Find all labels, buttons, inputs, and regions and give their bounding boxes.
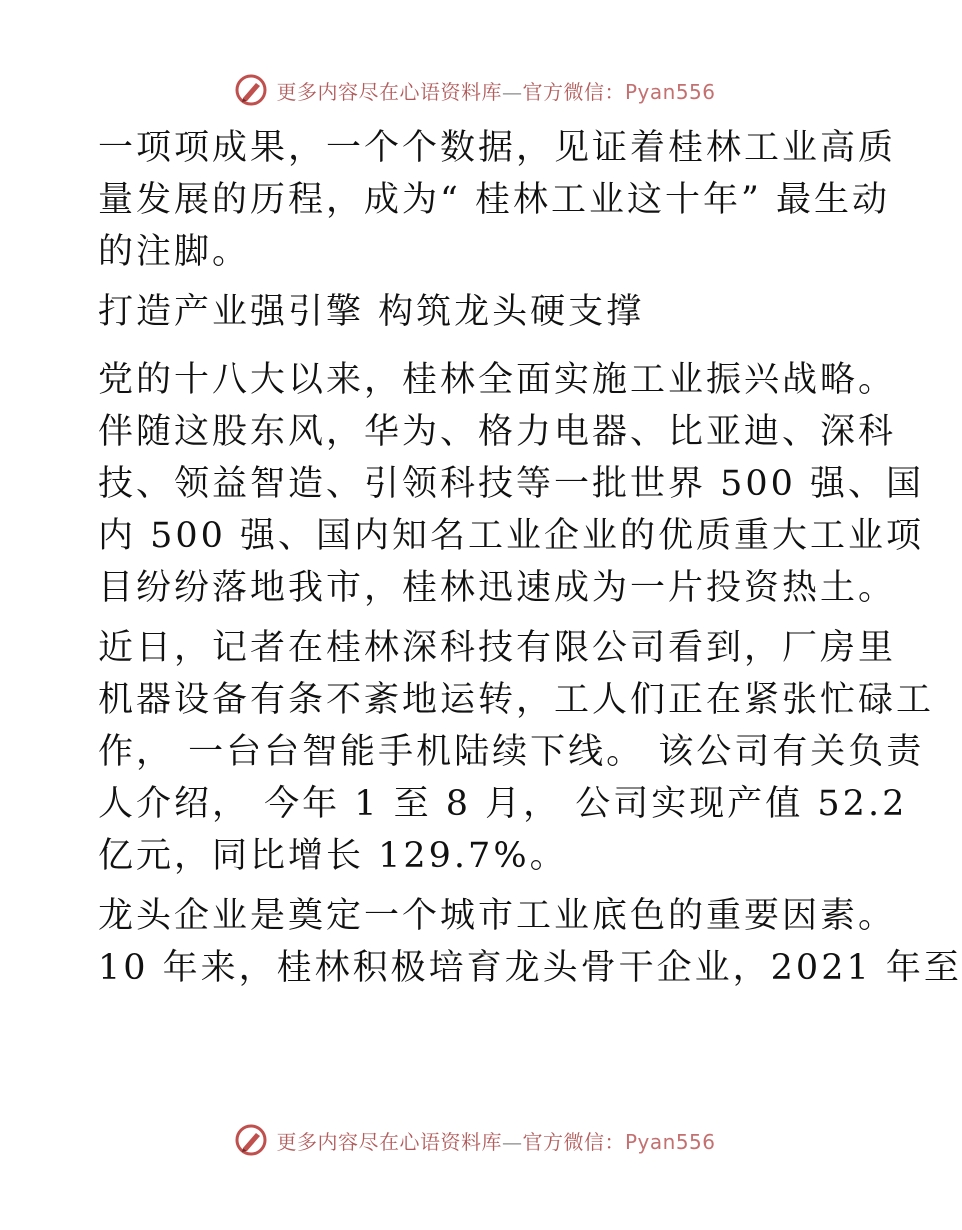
document-body — [98, 122, 962, 1002]
section-heading: 打造产业强引擎 构筑龙头硬支撑 — [98, 292, 645, 332]
footer-watermark-text: 更多内容尽在心语资料库—官方微信：Pyan556 — [276, 1129, 716, 1154]
text-line: 技、领益智造、引领科技等一批世界 500 强、国 — [98, 464, 925, 504]
body-paragraph-3 — [98, 890, 962, 994]
text-line: 党的十八大以来，桂林全面实施工业振兴战略。 — [98, 360, 897, 400]
text-line: 龙头企业是奠定一个城市工业底色的重要因素。 — [98, 896, 897, 936]
wechat-id: Pyan556 — [624, 1129, 716, 1154]
footer-watermark — [0, 1120, 950, 1160]
pen-logo-icon — [234, 73, 268, 107]
header-watermark — [0, 70, 950, 110]
text-line: 量发展的历程，成为“ 桂林工业这十年” 最生动 — [98, 180, 891, 220]
pen-logo-icon — [234, 1123, 268, 1157]
header-watermark-text: 更多内容尽在心语资料库—官方微信：Pyan556 — [276, 79, 716, 104]
wechat-id: Pyan556 — [624, 79, 716, 104]
text-line: 的注脚。 — [98, 232, 251, 272]
text-line: 伴随这股东风，华为、格力电器、比亚迪、深科 — [98, 412, 897, 452]
text-line: 一项项成果，一个个数据，见证着桂林工业高质 — [98, 128, 897, 168]
text-line: 内 500 强、国内知名工业企业的优质重大工业项 — [98, 516, 925, 556]
intro-paragraph — [98, 122, 897, 278]
text-line: 机器设备有条不紊地运转，工人们正在紧张忙碌工 — [98, 680, 935, 720]
text-line: 作， 一台台智能手机陆续下线。 该公司有关负责 — [98, 732, 925, 772]
text-line: 近日，记者在桂林深科技有限公司看到，厂房里 — [98, 628, 897, 668]
text-line: 目纷纷落地我市，桂林迅速成为一片投资热土。 — [98, 568, 897, 608]
body-paragraph-2 — [98, 622, 935, 882]
body-paragraph-1 — [98, 354, 925, 614]
text-line: 亿元，同比增长 129.7%。 — [98, 836, 568, 876]
text-line: 10 年来，桂林积极培育龙头骨干企业，2021 年至 — [98, 948, 962, 988]
text-line: 人介绍， 今年 1 至 8 月， 公司实现产值 52.2 — [98, 784, 908, 824]
